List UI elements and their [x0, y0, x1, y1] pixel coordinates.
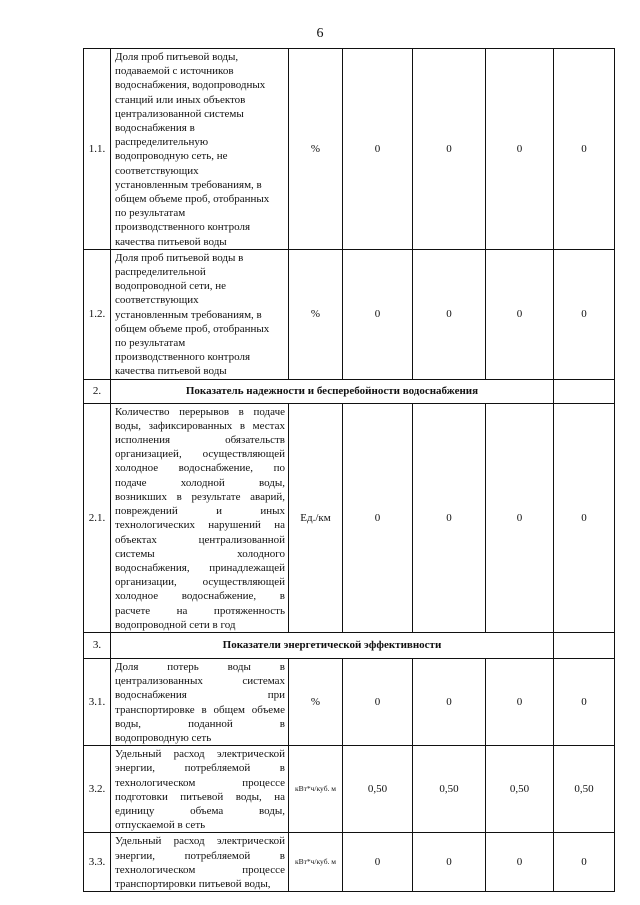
table-row — [84, 403, 615, 632]
description-line: исполнения обязательств — [115, 434, 285, 447]
description-line: отпускаемой в сеть — [115, 819, 206, 832]
description-line: технологическом процессе — [115, 863, 285, 876]
indicator-value: 0 — [413, 49, 486, 250]
description-line: по результатам — [115, 337, 186, 350]
row-number: 3. — [84, 632, 111, 658]
description-line: организацией, осуществляющей — [115, 448, 285, 461]
row-number: 2.1. — [84, 403, 111, 632]
description-line: воды, поданной в — [115, 717, 285, 730]
description-line: расчете на протяженность — [115, 604, 285, 617]
page-number: 6 — [316, 26, 324, 41]
indicator-value: 0 — [486, 658, 554, 745]
row-number: 3.3. — [84, 833, 111, 892]
description-line: технологическом процессе — [115, 776, 285, 789]
description-line: водопроводной сети, не — [115, 280, 227, 293]
row-number: 2. — [84, 379, 111, 403]
indicator-value: 0 — [343, 658, 413, 745]
indicator-value: 0 — [486, 833, 554, 892]
description-line: водопроводной сети в год — [115, 618, 236, 631]
description-line: транспортировке в общем объеме — [115, 703, 285, 716]
table-row — [84, 833, 615, 892]
description-line: установленным требованиям, в — [115, 178, 262, 191]
description-line: технологических нарушений на — [115, 519, 285, 532]
table-row — [84, 658, 615, 745]
section-row — [84, 379, 615, 403]
indicator-value: 0 — [554, 403, 615, 632]
description-line: подаваемой с источников — [115, 65, 234, 78]
indicator-value: 0 — [486, 249, 554, 379]
indicator-value: 0,50 — [486, 746, 554, 833]
description-line: Доля проб питьевой воды, — [115, 51, 239, 63]
table-row — [84, 49, 615, 250]
description-line: водоснабжения, водопроводных — [115, 79, 266, 92]
row-number: 1.1. — [84, 49, 111, 250]
indicator-value: 0 — [554, 833, 615, 892]
indicator-description — [111, 249, 289, 379]
empty-cell — [554, 379, 615, 403]
description-line: подготовки питьевой воды, на — [115, 790, 285, 803]
description-line: по результатам — [115, 207, 186, 220]
description-line: энергии, потребляемой в — [115, 762, 285, 775]
section-title: Показатель надежности и бесперебойности водоснабжения — [111, 379, 554, 403]
row-number: 1.2. — [84, 249, 111, 379]
indicator-value: 0 — [554, 249, 615, 379]
description-line: соответствующих — [115, 164, 199, 177]
description-line: повреждений и иных — [115, 505, 285, 518]
indicator-description — [111, 658, 289, 745]
description-line: водоснабжения в — [115, 122, 195, 135]
indicator-value: 0 — [413, 403, 486, 632]
indicator-value: 0,50 — [554, 746, 615, 833]
description-line: производственного контроля — [115, 221, 250, 234]
description-line: распределительной — [115, 266, 206, 279]
description-line: Удельный расход электрической — [115, 748, 285, 761]
description-line: транспортировки питьевой воды, — [115, 877, 271, 890]
unit-of-measure: кВт*ч/куб. м — [289, 746, 343, 833]
indicator-value: 0 — [554, 49, 615, 250]
indicator-value: 0 — [343, 403, 413, 632]
indicators-table — [83, 48, 615, 892]
section-row — [84, 632, 615, 658]
indicator-value: 0,50 — [413, 746, 486, 833]
description-line: распределительную — [115, 136, 209, 149]
description-line: качества питьевой воды — [115, 235, 227, 248]
indicator-value: 0 — [413, 833, 486, 892]
description-line: единицу объема воды, — [115, 804, 285, 817]
indicator-value: 0 — [486, 403, 554, 632]
description-line: установленным требованиям, в — [115, 308, 262, 321]
indicator-value: 0 — [413, 658, 486, 745]
description-line: подаче холодной воды, — [115, 476, 285, 489]
table-row — [84, 249, 615, 379]
description-line: водоснабжения, принадлежащей — [115, 561, 285, 574]
unit-of-measure: Ед./км — [289, 403, 343, 632]
description-line: станций или иных объектов — [115, 93, 246, 106]
unit-of-measure: кВт*ч/куб. м — [289, 833, 343, 892]
description-line: Доля потерь воды в — [115, 660, 285, 673]
description-line: холодное водоснабжение, в — [115, 590, 285, 603]
description-line: холодное водоснабжение, по — [115, 462, 285, 475]
row-number: 3.2. — [84, 746, 111, 833]
description-line: производственного контроля — [115, 351, 250, 364]
description-line: организации, осуществляющей — [115, 576, 285, 589]
indicator-description — [111, 49, 289, 250]
empty-cell — [554, 632, 615, 658]
description-line: водоснабжения при — [115, 689, 285, 702]
indicator-description — [111, 833, 289, 892]
indicator-value: 0 — [413, 249, 486, 379]
description-line: централизованной системы — [115, 107, 244, 120]
description-line: Количество перерывов в подаче — [115, 405, 285, 418]
description-line: Доля проб питьевой воды в — [115, 251, 244, 264]
description-line: воды, зафиксированных в местах — [115, 419, 285, 432]
description-line: возникших в результате аварий, — [115, 490, 285, 503]
description-line: общем объеме проб, отобранных — [115, 193, 270, 206]
description-line: общем объеме проб, отобранных — [115, 322, 270, 335]
description-line: объектах централизованной — [115, 533, 285, 546]
description-line: водопроводную сеть — [115, 731, 212, 744]
indicator-value: 0 — [554, 658, 615, 745]
description-line: системы холодного — [115, 547, 285, 560]
section-title: Показатели энергетической эффективности — [111, 632, 554, 658]
table-row — [84, 746, 615, 833]
indicator-value: 0,50 — [343, 746, 413, 833]
row-number: 3.1. — [84, 658, 111, 745]
description-line: водопроводную сеть, не — [115, 150, 228, 163]
description-line: энергии, потребляемой в — [115, 849, 285, 862]
indicator-value: 0 — [343, 49, 413, 250]
unit-of-measure: % — [289, 658, 343, 745]
indicator-value: 0 — [486, 49, 554, 250]
unit-of-measure: % — [289, 249, 343, 379]
indicator-value: 0 — [343, 833, 413, 892]
unit-of-measure: % — [289, 49, 343, 250]
indicator-description — [111, 746, 289, 833]
description-line: соответствующих — [115, 294, 199, 307]
description-line: Удельный расход электрической — [115, 835, 285, 848]
description-line: централизованных системах — [115, 675, 285, 688]
description-line: качества питьевой воды — [115, 365, 227, 378]
indicator-description — [111, 403, 289, 632]
indicator-value: 0 — [343, 249, 413, 379]
